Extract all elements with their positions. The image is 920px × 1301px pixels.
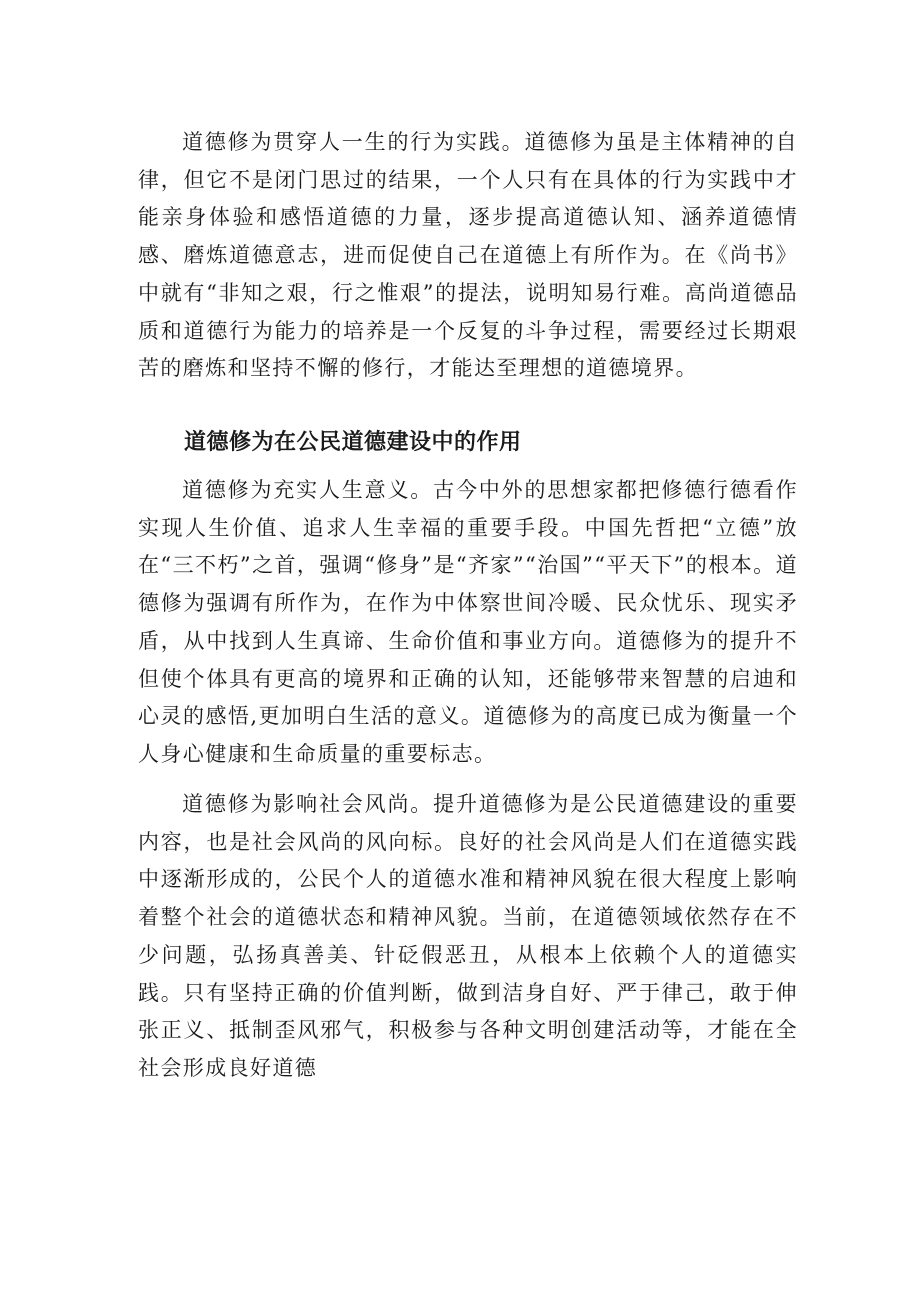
paragraph-moral-practice: 道德修为贯穿人一生的行为实践。道德修为虽是主体精神的自律，但它不是闭门思过的结果，一个人只有在具体的行为实践中才能亲身体验和感悟道德的力量，逐步提高道德认知、涵养道德情感、磨炼道德意志，进而促使自己在道德上有所作为。在《尚书》中就有“非知之艰，行之惟艰”的提法，说明知易行难。高尚道德品质和道德行为能力的培养是一个反复的斗争过程，需要经过长期艰苦的磨炼和坚持不懈的修行，才能达至理想的道德境界。 — [138, 130, 798, 381]
paragraph-social-customs: 道德修为影响社会风尚。提升道德修为是公民道德建设的重要内容，也是社会风尚的风向标。良好的社会风尚是人们在道德实践中逐渐形成的，公民个人的道德水准和精神风貌在很大程度上影响着整个社会的道德状态和精神风貌。当前，在道德领域依然存在不少问题，弘扬真善美、针砭假恶丑，从根本上依赖个人的道德实践。只有坚持正确的价值判断，做到洁身自好、严于律己，敢于伸张正义、抵制歪风邪气，积极参与各种文明创建活动等，才能在全社会形成良好道德 — [138, 792, 798, 1080]
section-heading: 道德修为在公民道德建设中的作用 — [184, 430, 522, 455]
paragraph-life-meaning: 道德修为充实人生意义。古今中外的思想家都把修德行德看作实现人生价值、追求人生幸福的重要手段。中国先哲把“立德”放在“三不朽”之首，强调“修身”是“齐家”“治国”“平天下”的根本。道德修为强调有所作为，在作为中体察世间冷暖、民众忧乐、现实矛盾，从中找到人生真谛、生命价值和事业方向。道德修为的提升不但使个体具有更高的境界和正确的认知，还能够带来智慧的启迪和心灵的感悟,更加明白生活的意义。道德修为的高度已成为衡量一个人身心健康和生命质量的重要标志。 — [138, 478, 798, 766]
